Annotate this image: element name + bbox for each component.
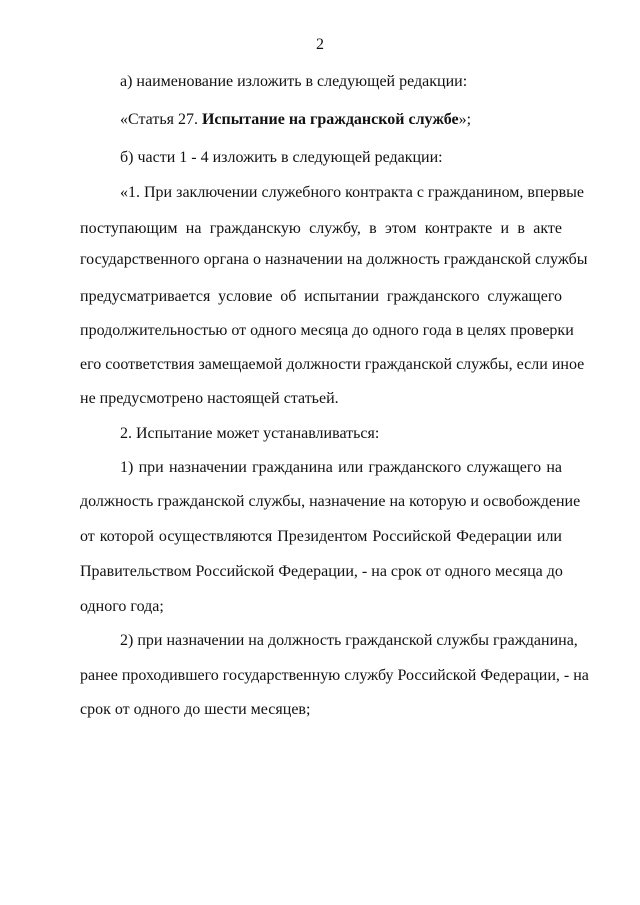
paragraph-line: 1) при назначении гражданина или гражданского служащего на <box>120 459 562 476</box>
paragraph-line: его соответствия замещаемой должности гражданской службы, если иное <box>80 356 585 373</box>
paragraph-line: Правительством Российской Федерации, - на срок от одного месяца до <box>80 563 563 580</box>
paragraph-line: «1. При заключении служебного контракта с гражданином, впервые <box>120 184 585 201</box>
paragraph-line: поступающим на гражданскую службу, в этом контракте и в акте <box>80 220 562 237</box>
paragraph-line: одного года; <box>80 598 164 615</box>
paragraph-line: государственного органа о назначении на должность гражданской службы <box>80 251 588 268</box>
article-heading-suffix: »; <box>458 111 472 128</box>
paragraph-line: 2) при назначении на должность гражданской службы гражданина, <box>120 632 578 649</box>
article-heading-prefix: «Статья 27. <box>120 111 202 128</box>
paragraph-line: должность гражданской службы, назначение на которую и освобождение <box>80 493 581 510</box>
paragraph-line: срок от одного до шести месяцев; <box>80 701 311 718</box>
paragraph-line: предусматривается условие об испытании гражданского служащего <box>80 288 562 305</box>
text-line: а) наименование изложить в следующей редакции: <box>120 73 468 90</box>
paragraph-line: не предусмотрено настоящей статьей. <box>80 390 339 407</box>
paragraph-line: ранее проходившего государственную службу Российской Федерации, - на <box>80 667 589 684</box>
page-number: 2 <box>316 36 324 53</box>
text-line: б) части 1 - 4 изложить в следующей редакции: <box>120 149 443 166</box>
article-heading <box>120 110 562 130</box>
paragraph-line: продолжительностью от одного месяца до одного года в целях проверки <box>80 322 574 339</box>
paragraph-line: 2. Испытание может устанавливаться: <box>120 425 380 442</box>
paragraph-line: от которой осуществляются Президентом Российской Федерации или <box>80 528 562 545</box>
article-heading-title: Испытание на гражданской службе <box>201 111 459 128</box>
